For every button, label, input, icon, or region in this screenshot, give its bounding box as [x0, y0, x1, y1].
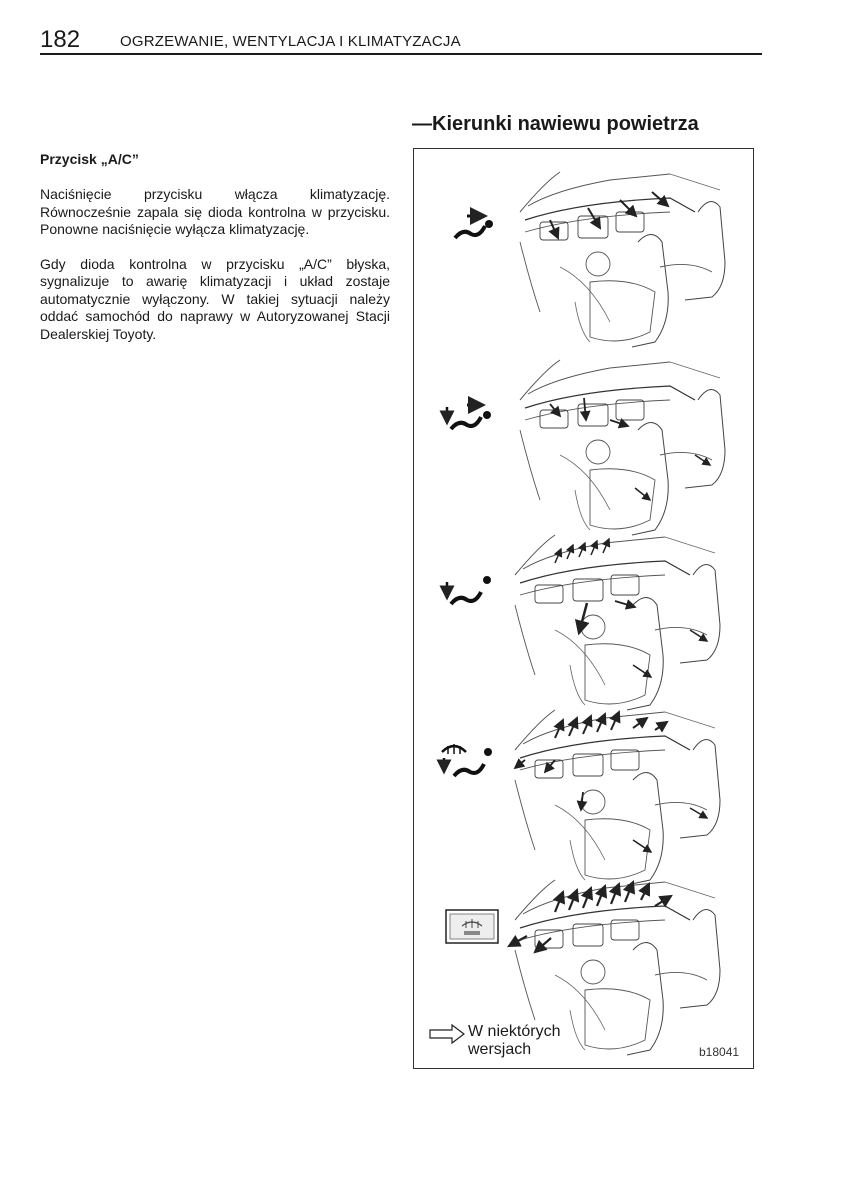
bi-level-mode-icon: [447, 405, 491, 429]
foot-mode-icon: [447, 576, 491, 604]
foot-defrost-mode-icon: [442, 744, 492, 776]
section-title: —Kierunki nawiewu powietrza: [412, 113, 699, 135]
legend-text-line2: wersjach: [468, 1041, 532, 1058]
legend-text-line1: W niektórych: [468, 1023, 561, 1040]
chapter-title: OGRZEWANIE, WENTYLACJA I KLIMATYZACJA: [120, 33, 461, 50]
ac-button-heading: Przycisk „A/C”: [40, 151, 139, 167]
defroster-button-icon: [446, 910, 498, 943]
figure-code: b18041: [699, 1045, 740, 1059]
face-mode-icon: [455, 216, 493, 238]
paragraph-1: Naciśnięcie przycisku włącza klimatyzację. Równocześnie zapala się dioda kontrolna w przycisku. Ponowne naciśnięcie wyłącza klimatyzację.: [40, 186, 390, 237]
paragraph-2: Gdy dioda kontrolna w przycisku „A/C” błyska, sygnalizuje to awarię klimatyzacji i układ zostaje automatycznie wyłączony. W takiej sytuacji należy oddać samochód do naprawy w Autoryzowanej Stacji Dealerskiej Toyoty.: [40, 255, 390, 342]
legend: [428, 1023, 648, 1061]
page-number: 182: [40, 26, 81, 53]
